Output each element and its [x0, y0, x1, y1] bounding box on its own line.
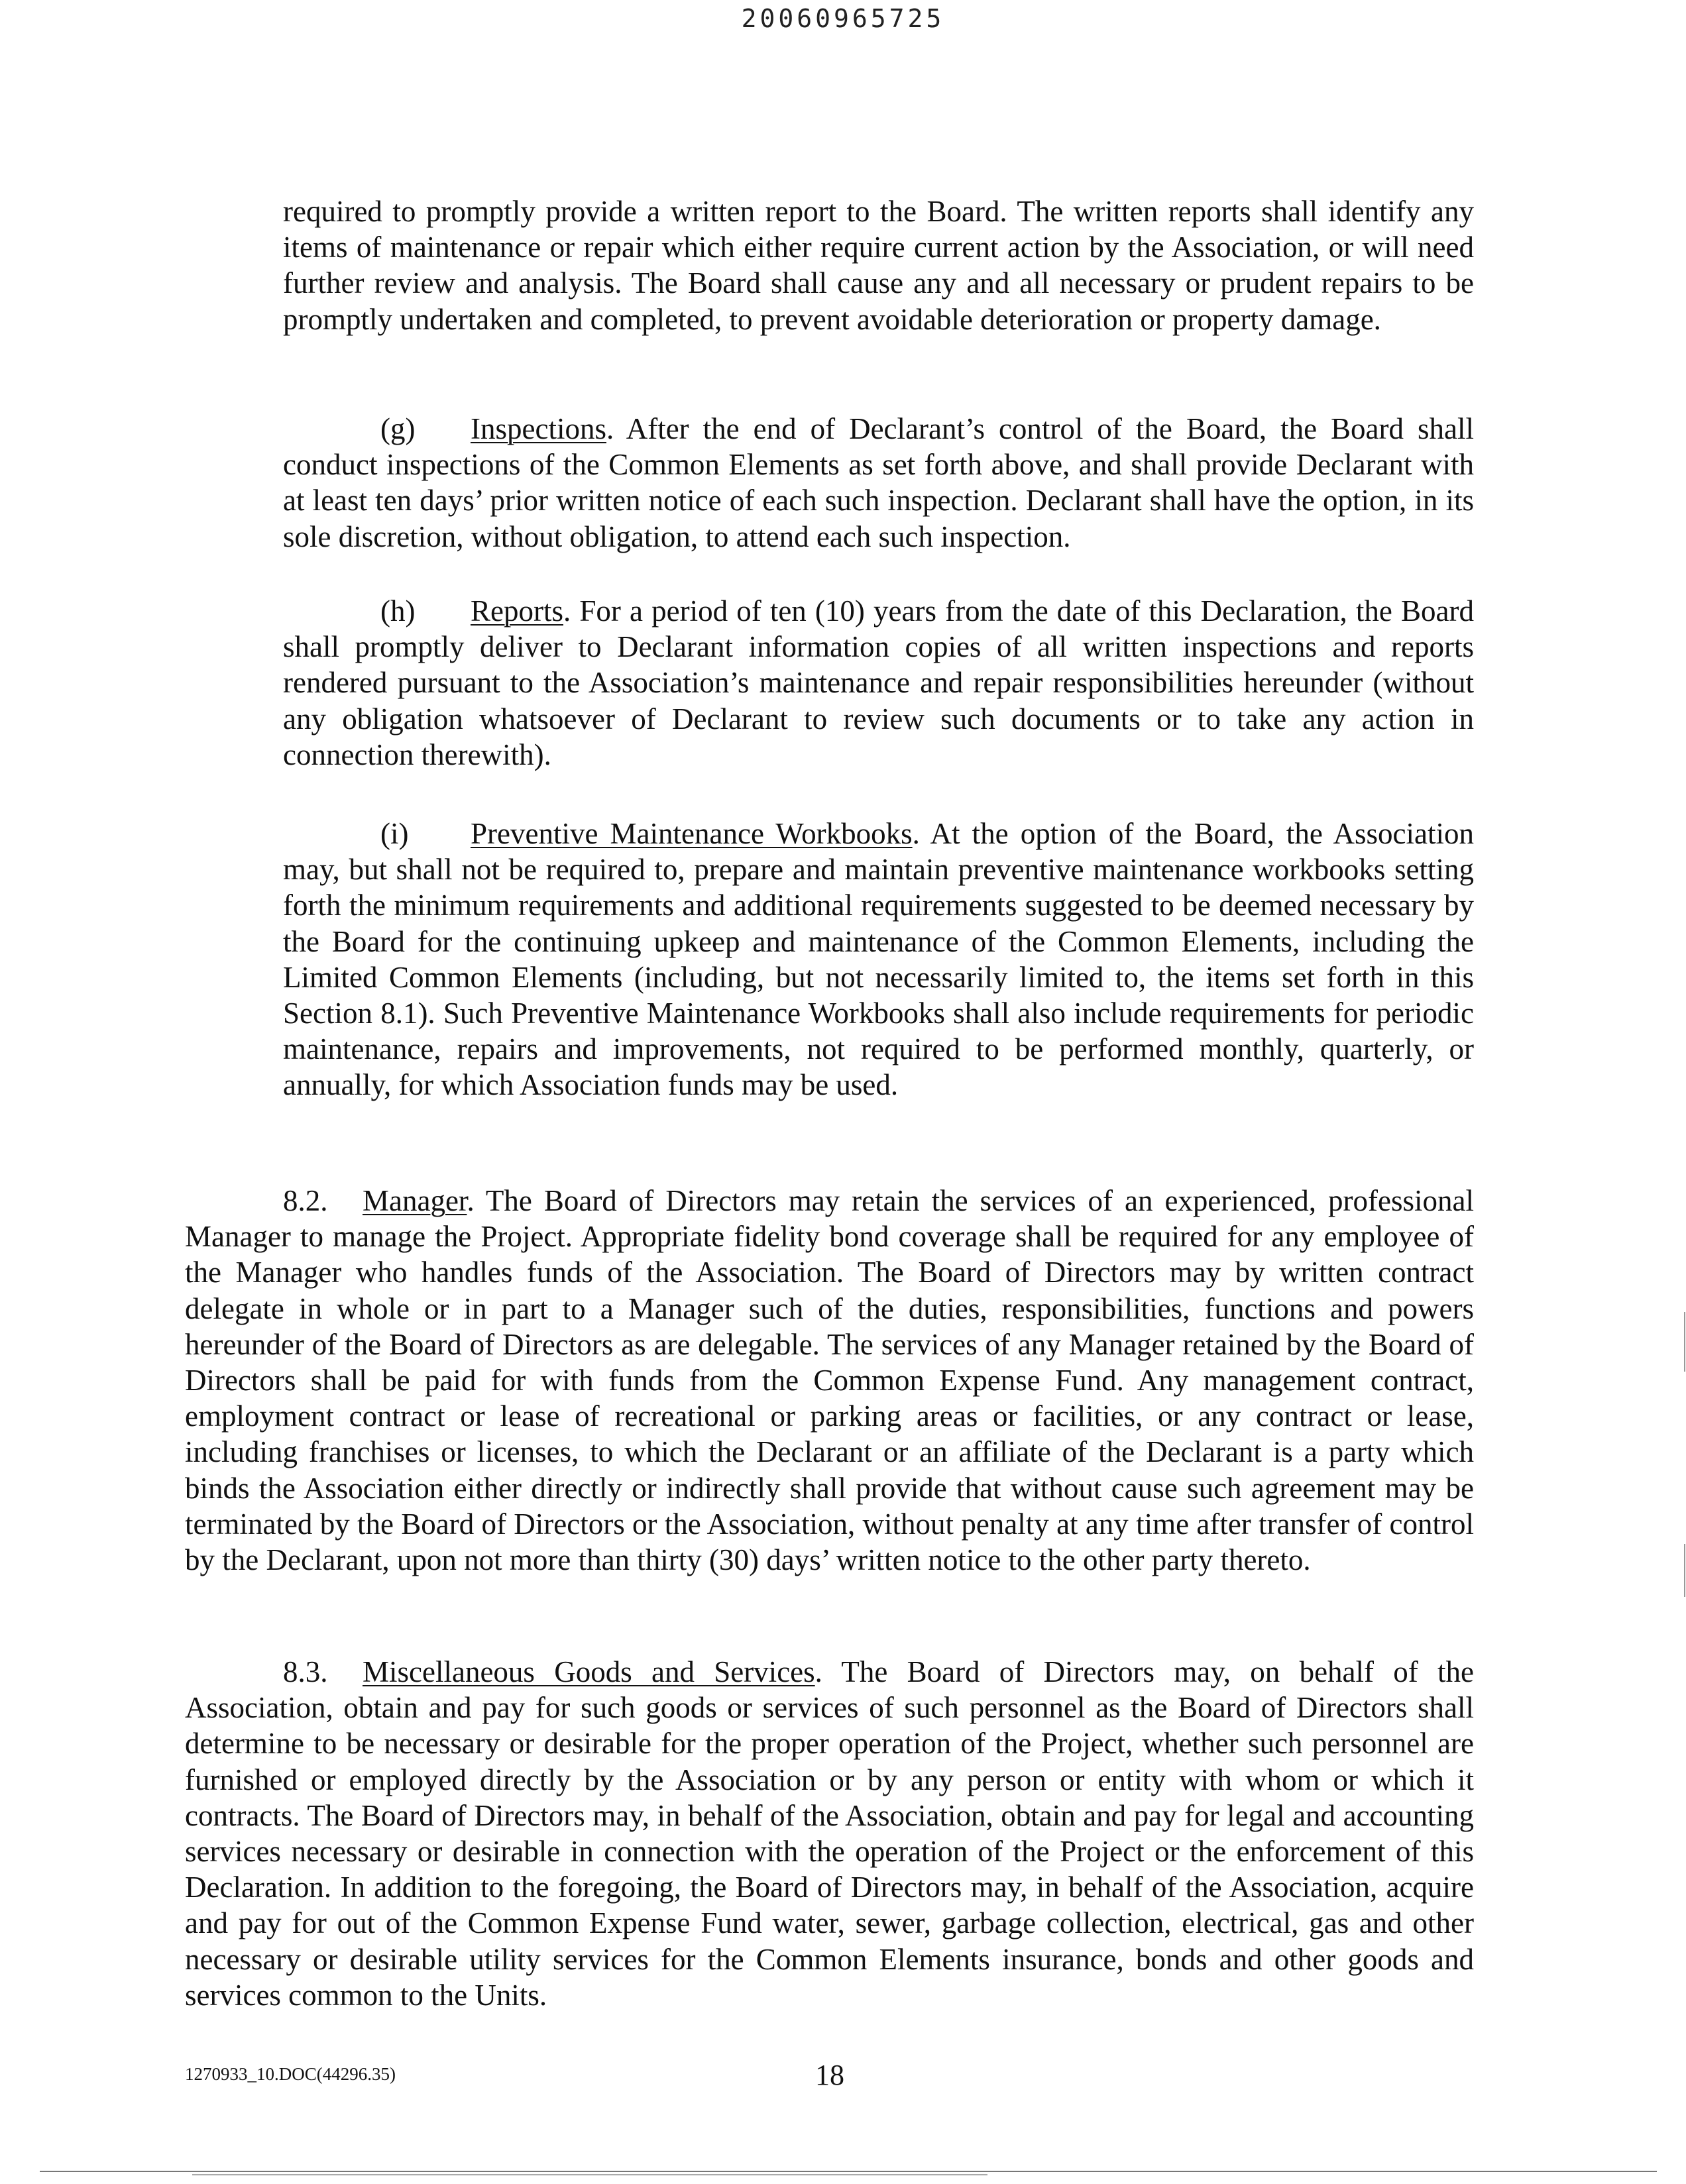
paragraph-i-body: . At the option of the Board, the Association may, but shall not be required to, prepare and maintain preventive maintenance workbooks setting forth the minimum requirements and additional requirements suggested to be deemed necessary by the Board for the continuing upkeep and maintenance of the Common Elements, including the Limited Common Elements (including, but not necessarily limited to, the items set forth in this Section 8.1). Such Preventive Maintenance Workbooks shall also include requirements for periodic maintenance, repairs and improvements, not required to be performed monthly, quarterly, or annually, for which Association funds may be used.	[283, 817, 1474, 1102]
footer-document-reference: 1270933_10.DOC(44296.35)	[185, 2064, 396, 2084]
paragraph-i-heading: Preventive Maintenance Workbooks	[471, 817, 913, 850]
paragraph-i-workbooks	[283, 816, 1474, 1103]
section-8-3-misc-goods-services	[185, 1654, 1474, 2013]
bottom-scan-rule	[40, 2171, 1657, 2172]
paragraph-g-heading: Inspections	[471, 412, 606, 445]
section-8-3-label: 8.3.	[283, 1655, 328, 1688]
bottom-scan-mark	[192, 2174, 987, 2175]
paragraph-h-heading: Reports	[471, 594, 563, 628]
paragraph-g-label: (g)	[380, 412, 416, 445]
paragraph-h-reports	[283, 593, 1474, 773]
section-8-2-label: 8.2.	[283, 1184, 328, 1217]
continuation-paragraph: required to promptly provide a written report to the Board. The written reports shall identify any items of maintenance or repair which either require current action by the Association, or will need further review and analysis. The Board shall cause any and all necessary or prudent repairs to be promptly undertaken and completed, to prevent avoidable deterioration or property damage.	[283, 195, 1474, 336]
section-8-3-heading: Miscellaneous Goods and Services	[363, 1655, 815, 1688]
paragraph-g-body: . After the end of Declarant’s control of the Board, the Board shall conduct inspections of the Common Elements as set forth above, and shall provide Declarant with at least ten days’ prior written notice of each such inspection. Declarant shall have the option, in its sole discretion, without obligation, to attend each such inspection.	[283, 412, 1474, 553]
right-margin-scan-mark	[1684, 1544, 1685, 1597]
section-8-2-heading: Manager	[363, 1184, 467, 1217]
section-8-2-manager	[185, 1183, 1474, 1578]
paragraph-h-label: (h)	[380, 594, 416, 628]
section-8-3-body: . The Board of Directors may, on behalf of the Association, obtain and pay for such goods or services of such personnel as the Board of Directors shall determine to be necessary or desirable for the proper operation of the Project, whether such personnel are furnished or employed directly by the Association or by any person or entity with whom or which it contracts. The Board of Directors may, in behalf of the Association, obtain and pay for legal and accounting services necessary or desirable in connection with the operation of the Project or the enforcement of this Declaration. In addition to the foregoing, the Board of Directors may, in behalf of the Association, acquire and pay for out of the Common Expense Fund water, sewer, garbage collection, electrical, gas and other necessary or desirable utility services for the Common Elements insurance, bonds and other goods and services common to the Units.	[185, 1655, 1474, 2012]
paragraph-i-label: (i)	[380, 817, 409, 850]
paragraph-h-body: . For a period of ten (10) years from the date of this Declaration, the Board shall promptly deliver to Declarant information copies of all written inspections and reports rendered pursuant to the Association’s maintenance and repair responsibilities hereunder (without any obligation whatsoever of Declarant to review such documents or to take any action in connection therewith).	[283, 594, 1474, 771]
section-8-2-body: . The Board of Directors may retain the services of an experienced, professional Manager to manage the Project. Appropriate fidelity bond coverage shall be required for any employee of the Manager who handles funds of the Association. The Board of Directors may by written contract delegate in whole or in part to a Manager such of the duties, responsibilities, functions and powers hereunder of the Board of Directors as are delegable. The services of any Manager retained by the Board of Directors shall be paid for with funds from the Common Expense Fund. Any management contract, employment contract or lease of recreational or parking areas or facilities, or any contract or lease, including franchises or licenses, to which the Declarant or an affiliate of the Declarant is a party which binds the Association either directly or indirectly shall provide that without cause such agreement may be terminated by the Board of Directors or the Association, without penalty at any time after transfer of control by the Declarant, upon not more than thirty (30) days’ written notice to the other party thereto.	[185, 1184, 1474, 1577]
document-number: 20060965725	[741, 4, 945, 33]
page-number: 18	[815, 2059, 844, 2091]
paragraph-g-inspections	[283, 411, 1474, 555]
right-margin-scan-mark	[1684, 1312, 1685, 1372]
